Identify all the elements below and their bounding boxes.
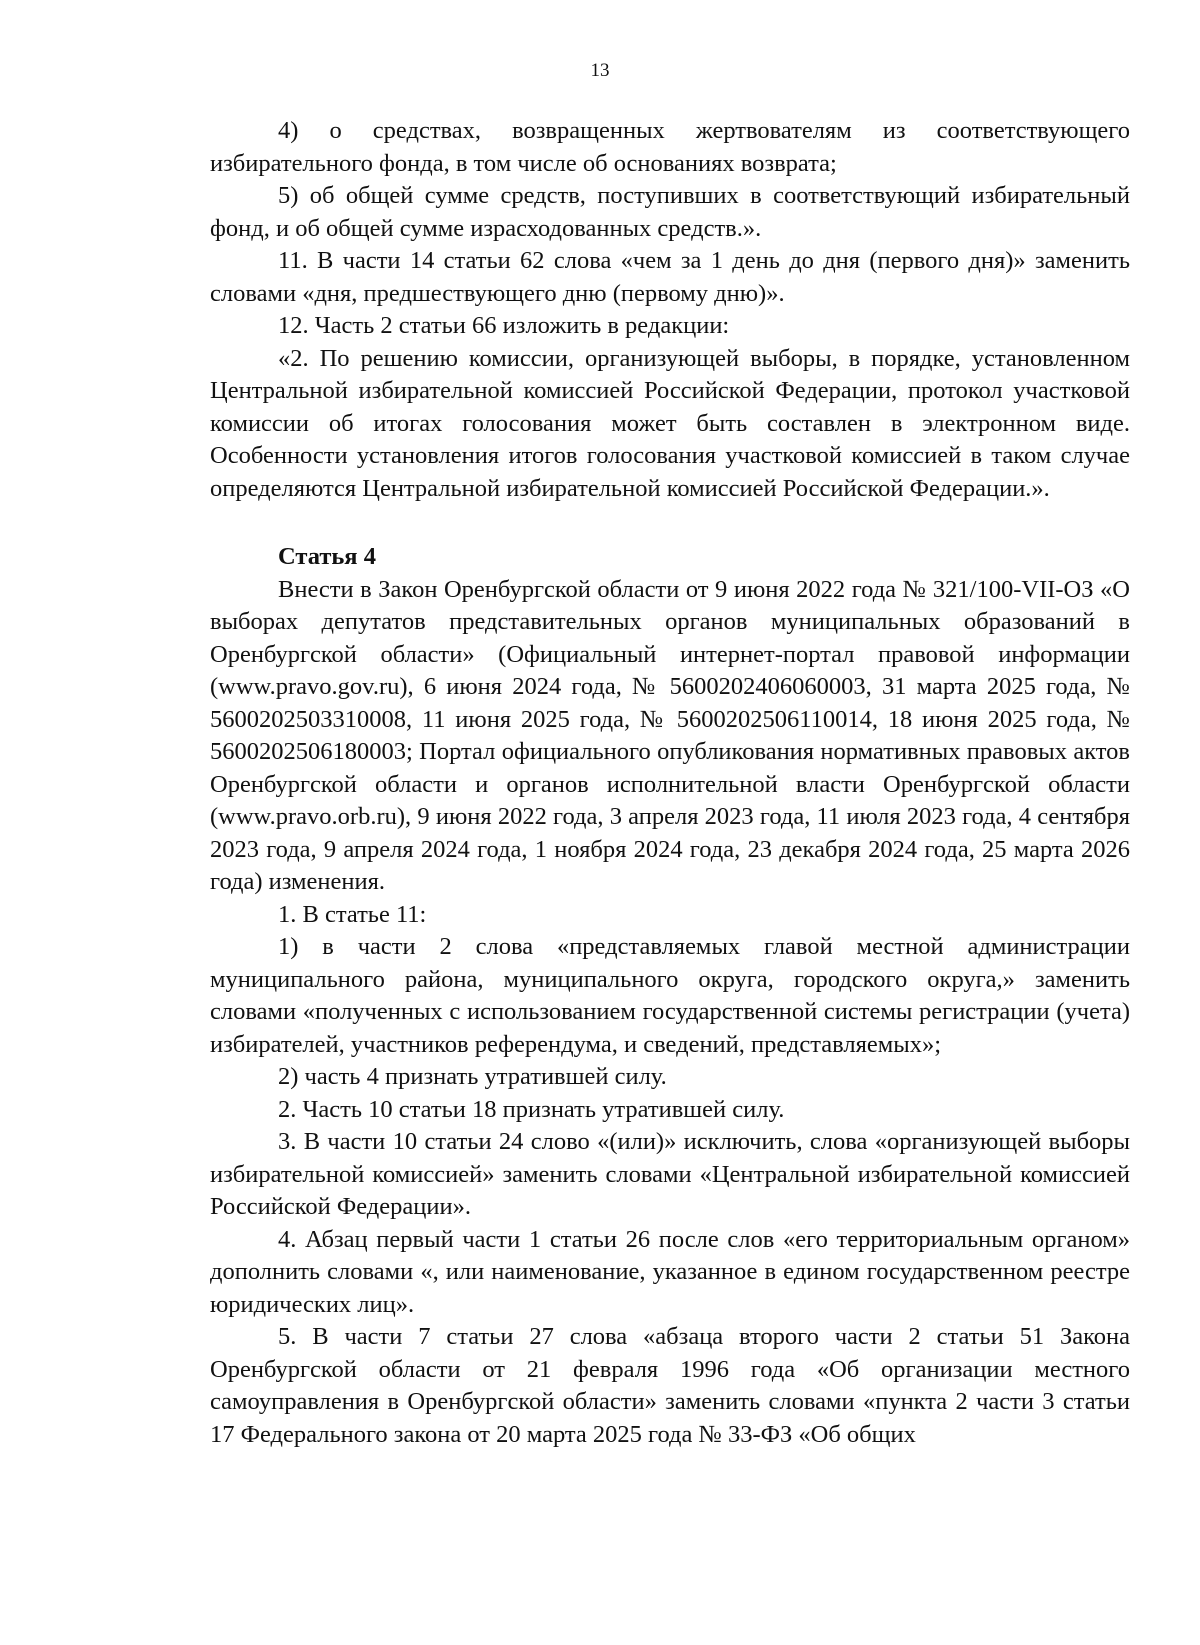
- paragraph-quoted-part-2: «2. По решению комиссии, организующей выборы, в порядке, установленном Центральной избирательной комиссией Российской Федерации, протокол участковой комиссии об итогах голосования может быть составлен в электронном виде. Особенности установления итогов голосования участковой комиссией в таком случае определяются Центральной избирательной комиссией Российской Федерации.».: [210, 344, 1130, 502]
- paragraph-item-4-donor-refunds: 4) о средствах, возвращенных жертвователям из соответствующего избирательного фонда, в том числе об основаниях возврата;: [210, 117, 1130, 177]
- paragraph-point-2: 2. Часть 10 статьи 18 признать утратившей силу.: [278, 1095, 785, 1123]
- paragraph-point-11: 11. В части 14 статьи 62 слова «чем за 1 день до дня (первого дня)» заменить словами «дня, предшествующего дню (первому дню)».: [210, 247, 1130, 307]
- document-body: [210, 115, 1130, 1451]
- paragraph-subpoint-2: 2) часть 4 признать утратившей силу.: [278, 1063, 667, 1090]
- article-heading: Статья 4: [278, 543, 376, 570]
- page-number: 13: [590, 60, 610, 81]
- paragraph-point-4: 4. Абзац первый части 1 статьи 26 после слов «его территориальным органом» дополнить словами «, или наименование, указанное в едином государственном реестре юридических лиц».: [210, 1225, 1130, 1318]
- paragraph-item-5-fund-totals: 5) об общей сумме средств, поступивших в соответствующий избирательный фонд, и об общей сумме израсходованных средств.».: [210, 182, 1130, 242]
- paragraph-point-12: 12. Часть 2 статьи 66 изложить в редакции:: [278, 312, 730, 339]
- paragraph-subpoint-1: 1) в части 2 слова «представляемых главой местной администрации муниципального района, муниципального округа, городского округа,» заменить словами «полученных с использованием государственной системы регистрации (учета) избирателей, участников референдума, и сведений, представляемых»;: [210, 933, 1130, 1058]
- paragraph-point-1: 1. В статье 11:: [278, 900, 427, 928]
- paragraph-point-3: 3. В части 10 статьи 24 слово «(или)» исключить, слова «организующей выборы избирательной комиссией» заменить словами «Центральной избирательной комиссией Российской Федерации».: [210, 1128, 1130, 1220]
- paragraph-point-5: 5. В части 7 статьи 27 слова «абзаца второго части 2 статьи 51 Закона Оренбургской области от 21 февраля 1996 года «Об организации местного самоуправления в Оренбургской области» заменить словами «пункта 2 части 3 статьи 17 Федерального закона от 20 марта 2025 года № 33-ФЗ «Об общих: [210, 1323, 1130, 1448]
- paragraph-article-intro: Внести в Закон Оренбургской области от 9 июня 2022 года № 321/100-VII-ОЗ «О выборах депутатов представительных органов муниципальных образований в Оренбургской области» (Официальный интернет-портал правовой информации (www.pravo.gov.ru), 6 июня 2024 года, № 5600202406060003, 31 марта 2025 года, № 5600202503310008, 11 июня 2025 года, № 5600202506110014, 18 июня 2025 года, № 5600202506180003; Портал официального опубликования нормативных правовых актов Оренбургской области и органов исполнительной власти Оренбургской области (www.pravo.orb.ru), 9 июня 2022 года, 3 апреля 2023 года, 11 июля 2023 года, 4 сентября 2023 года, 9 апреля 2024 года, 1 ноября 2024 года, 23 декабря 2024 года, 25 марта 2026 года) изменения.: [210, 575, 1130, 895]
